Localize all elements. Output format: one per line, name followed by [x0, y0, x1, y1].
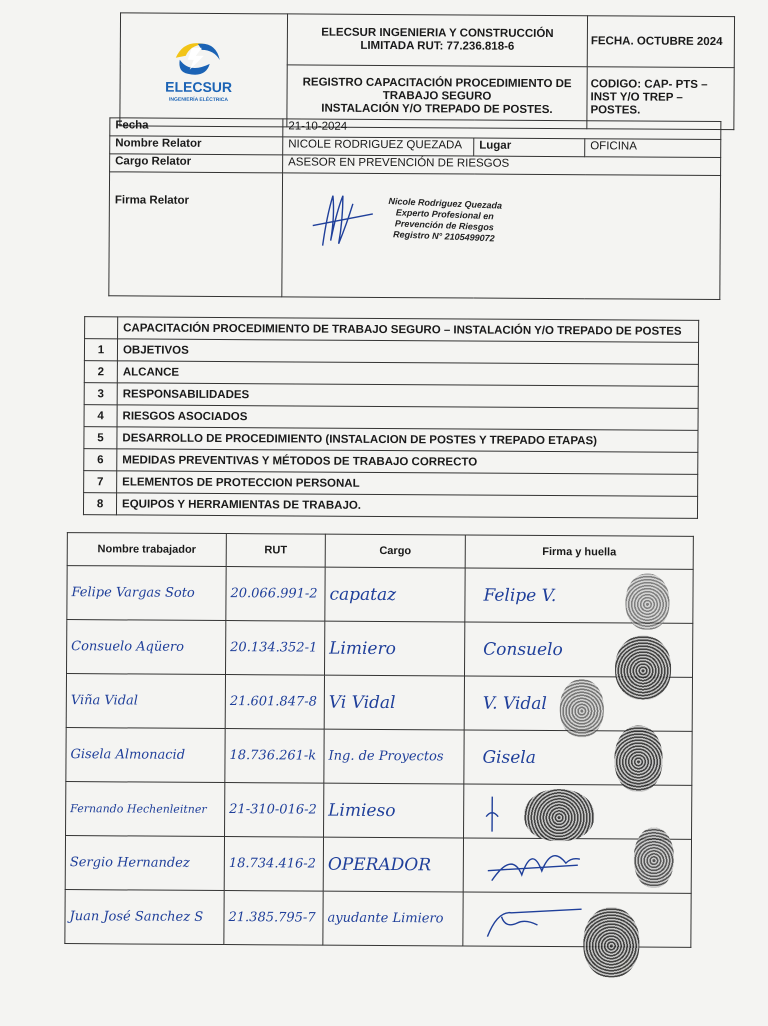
worker-signature-drawing	[481, 897, 591, 948]
contents-title: CAPACITACIÓN PROCEDIMIENTO DE TRABAJO SEGURO – INSTALACIÓN Y/O TREPADO DE POSTES	[118, 317, 699, 343]
nombre-relator-label: Nombre Relator	[110, 136, 283, 155]
table-row	[67, 620, 693, 678]
firma-relator-label: Firma Relator	[109, 172, 283, 297]
doc-title-line1: REGISTRO CAPACITACIÓN PROCEDIMIENTO DE	[302, 76, 572, 91]
fecha-value: 21-10-2024	[283, 119, 721, 140]
logo-cell	[120, 13, 288, 127]
stamp-line1: Nicole Rodriguez Quezada	[388, 196, 503, 211]
worker-signature: V. Vidal	[482, 693, 547, 714]
col-header-rut: RUT	[226, 534, 325, 568]
elecsur-logo	[123, 19, 274, 120]
contents-item: 4 RIESGOS ASOCIADOS	[84, 405, 698, 431]
relator-stamp	[387, 196, 502, 245]
document-header	[119, 12, 735, 130]
worker-cargo: capataz	[329, 584, 397, 605]
table-row	[67, 566, 693, 624]
worker-rut: 20.134.352-1	[230, 639, 318, 656]
company-name: ELECSUR INGENIERIA Y CONSTRUCCIÓN	[321, 26, 554, 41]
lugar-value: OFICINA	[585, 139, 721, 158]
contents-item: 7 ELEMENTOS DE PROTECCION PERSONAL	[84, 471, 698, 497]
cargo-relator-label: Cargo Relator	[110, 154, 283, 173]
contents-item: 3 RESPONSABILIDADES	[84, 383, 698, 409]
table-row	[66, 728, 692, 786]
cargo-relator-value: ASESOR EN PREVENCIÓN DE RIESGOS	[283, 155, 721, 176]
worker-signature: Consuelo	[483, 639, 563, 660]
col-header-firma: Firma y huella	[465, 535, 693, 569]
worker-name: Viña Vidal	[70, 692, 139, 709]
worker-rut: 20.066.991-2	[230, 585, 318, 602]
worker-rut: 21.601.847-8	[229, 693, 317, 710]
fingerprint	[583, 907, 639, 977]
fingerprint	[560, 679, 604, 737]
worker-name: Consuelo Aqüero	[71, 638, 185, 655]
workers-table	[64, 532, 694, 948]
worker-cargo: ayudante Limiero	[327, 910, 444, 926]
contents-item: 6 MEDIDAS PREVENTIVAS Y MÉTODOS DE TRABAJO CORRECTO	[84, 449, 698, 475]
worker-cargo: Ing. de Proyectos	[328, 748, 444, 764]
svg-text:ELECSUR: ELECSUR	[165, 78, 233, 96]
table-row	[65, 836, 691, 894]
fingerprint	[625, 573, 669, 629]
doc-title-line2: TRABAJO SEGURO	[382, 89, 492, 103]
lugar-label: Lugar	[474, 138, 585, 157]
svg-text:INGENIERÍA ELÉCTRICA: INGENIERÍA ELÉCTRICA	[169, 96, 229, 104]
doc-title-line3: INSTALACIÓN Y/O TREPADO DE POSTES.	[321, 102, 553, 117]
contents-item: 8 EQUIPOS Y HERRAMIENTAS DE TRABAJO.	[83, 493, 697, 519]
contents-item: 5 DESARROLLO DE PROCEDIMIENTO (INSTALACION DE POSTES Y TREPADO ETAPAS)	[84, 427, 698, 453]
worker-signature: Gisela	[482, 747, 536, 768]
worker-name: Fernando Hechenleitner	[70, 801, 207, 816]
company-rut: LIMITADA RUT: 77.236.818-6	[360, 39, 515, 53]
relator-table	[108, 117, 721, 300]
worker-name: Gisela Almonacid	[70, 746, 186, 763]
worker-name: Sergio Hernandez	[69, 854, 190, 871]
table-row	[66, 674, 692, 732]
col-header-cargo: Cargo	[325, 534, 465, 568]
stamp-line2: Experto Profesional en	[395, 207, 494, 222]
firma-relator-cell	[282, 173, 721, 300]
col-header-nombre: Nombre trabajador	[67, 533, 226, 567]
worker-signature: Felipe V.	[483, 585, 557, 606]
company-cell	[287, 14, 587, 67]
doc-code-line1: CODIGO: CAP- PTS –	[590, 78, 708, 91]
worker-rut: 18.736.261-k	[229, 747, 317, 764]
nombre-relator-value: NICOLE RODRIGUEZ QUEZADA	[283, 137, 474, 156]
stamp-line4: Registro N° 2105499072	[392, 229, 495, 244]
stamp-line3: Prevención de Riesgos	[394, 218, 495, 233]
worker-name: Felipe Vargas Soto	[71, 584, 195, 601]
worker-cargo: Limiero	[329, 638, 396, 659]
fingerprint	[524, 789, 594, 841]
contents-item: 2 ALCANCE	[84, 361, 698, 387]
doc-code-line2: INST Y/O TREP –	[590, 91, 683, 104]
contents-table	[83, 316, 699, 519]
doc-code-line3: POSTES.	[590, 104, 641, 117]
fecha-label: Fecha	[110, 118, 283, 137]
worker-cargo: Vi Vidal	[328, 692, 396, 713]
fingerprint	[614, 725, 662, 791]
worker-cargo: Limieso	[328, 800, 396, 821]
worker-cargo: OPERADOR	[327, 854, 432, 875]
date-cell	[587, 16, 734, 68]
worker-signature-drawing	[484, 841, 594, 892]
worker-rut: 21.385.795-7	[228, 909, 316, 926]
doc-date: FECHA. OCTUBRE 2024	[590, 34, 723, 48]
contents-item: 1 OBJETIVOS	[84, 339, 698, 365]
elecsur-logo-icon	[123, 19, 274, 120]
worker-name: Juan José Sanchez S	[69, 908, 204, 925]
table-row	[66, 782, 692, 840]
fingerprint	[634, 828, 674, 888]
worker-rut: 18.734.416-2	[228, 855, 317, 872]
relator-signature	[303, 185, 383, 255]
worker-rut: 21-310-016-2	[229, 801, 317, 818]
table-row	[65, 890, 691, 948]
